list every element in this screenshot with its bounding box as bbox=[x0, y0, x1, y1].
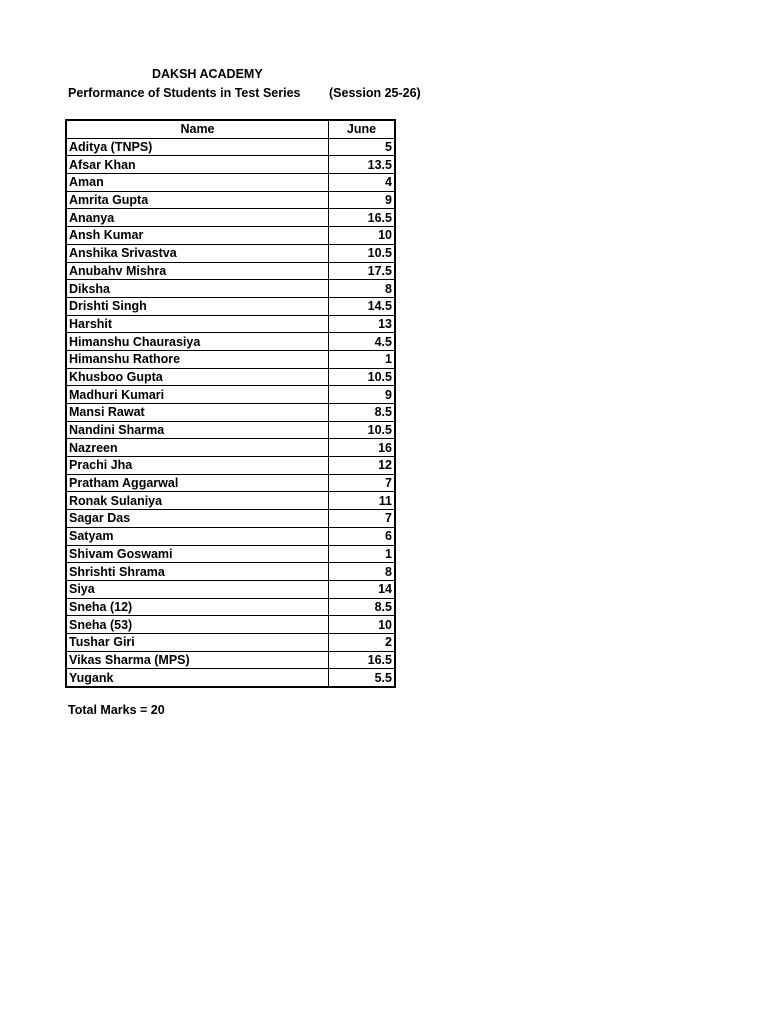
table-row bbox=[66, 209, 395, 227]
june-marks-cell: 17.5 bbox=[329, 262, 396, 280]
table-row bbox=[66, 174, 395, 192]
table-row bbox=[66, 280, 395, 298]
student-name-cell: Mansi Rawat bbox=[66, 404, 329, 422]
table-row bbox=[66, 386, 395, 404]
student-name-cell: Nandini Sharma bbox=[66, 421, 329, 439]
table-row bbox=[66, 315, 395, 333]
june-marks-cell: 12 bbox=[329, 457, 396, 475]
june-marks-cell: 16 bbox=[329, 439, 396, 457]
total-marks-note: Total Marks = 20 bbox=[68, 703, 165, 717]
student-name-cell: Anshika Srivastva bbox=[66, 244, 329, 262]
table-row bbox=[66, 457, 395, 475]
marks-table bbox=[65, 119, 396, 688]
june-marks-cell: 1 bbox=[329, 545, 396, 563]
student-name-cell: Anubahv Mishra bbox=[66, 262, 329, 280]
student-name-cell: Sneha (12) bbox=[66, 598, 329, 616]
student-name-cell: Pratham Aggarwal bbox=[66, 474, 329, 492]
table-row bbox=[66, 580, 395, 598]
june-marks-cell: 7 bbox=[329, 474, 396, 492]
table-row bbox=[66, 191, 395, 209]
june-marks-cell: 6 bbox=[329, 527, 396, 545]
student-name-cell: Vikas Sharma (MPS) bbox=[66, 651, 329, 669]
table-row bbox=[66, 350, 395, 368]
june-marks-cell: 14 bbox=[329, 580, 396, 598]
student-name-cell: Satyam bbox=[66, 527, 329, 545]
table-row bbox=[66, 244, 395, 262]
academy-title: DAKSH ACADEMY bbox=[152, 67, 263, 81]
student-name-cell: Sneha (53) bbox=[66, 616, 329, 634]
student-name-cell: Diksha bbox=[66, 280, 329, 298]
june-marks-cell: 16.5 bbox=[329, 209, 396, 227]
table-row bbox=[66, 651, 395, 669]
student-name-cell: Tushar Giri bbox=[66, 633, 329, 651]
student-name-cell: Siya bbox=[66, 580, 329, 598]
student-name-cell: Afsar Khan bbox=[66, 156, 329, 174]
june-marks-cell: 4.5 bbox=[329, 333, 396, 351]
table-row bbox=[66, 368, 395, 386]
table-row bbox=[66, 404, 395, 422]
student-name-cell: Yugank bbox=[66, 669, 329, 687]
student-name-cell: Madhuri Kumari bbox=[66, 386, 329, 404]
student-name-cell: Shivam Goswami bbox=[66, 545, 329, 563]
table-row bbox=[66, 598, 395, 616]
table-row bbox=[66, 616, 395, 634]
table-row bbox=[66, 421, 395, 439]
june-marks-cell: 1 bbox=[329, 350, 396, 368]
june-marks-cell: 8.5 bbox=[329, 598, 396, 616]
column-header-name: Name bbox=[66, 120, 329, 138]
student-name-cell: Aman bbox=[66, 174, 329, 192]
student-name-cell: Himanshu Chaurasiya bbox=[66, 333, 329, 351]
student-name-cell: Khusboo Gupta bbox=[66, 368, 329, 386]
table-row bbox=[66, 545, 395, 563]
table-row bbox=[66, 510, 395, 528]
june-marks-cell: 13 bbox=[329, 315, 396, 333]
june-marks-cell: 7 bbox=[329, 510, 396, 528]
student-name-cell: Aditya (TNPS) bbox=[66, 138, 329, 156]
table-row bbox=[66, 156, 395, 174]
table-header-row bbox=[66, 120, 395, 138]
june-marks-cell: 8.5 bbox=[329, 404, 396, 422]
table-row bbox=[66, 138, 395, 156]
table-row bbox=[66, 333, 395, 351]
june-marks-cell: 10.5 bbox=[329, 421, 396, 439]
table-row bbox=[66, 227, 395, 245]
june-marks-cell: 5.5 bbox=[329, 669, 396, 687]
june-marks-cell: 11 bbox=[329, 492, 396, 510]
june-marks-cell: 10 bbox=[329, 227, 396, 245]
student-name-cell: Prachi Jha bbox=[66, 457, 329, 475]
june-marks-cell: 9 bbox=[329, 191, 396, 209]
june-marks-cell: 8 bbox=[329, 280, 396, 298]
june-marks-cell: 10.5 bbox=[329, 244, 396, 262]
table-row bbox=[66, 439, 395, 457]
session-label: (Session 25-26) bbox=[329, 86, 421, 100]
june-marks-cell: 16.5 bbox=[329, 651, 396, 669]
table-row bbox=[66, 297, 395, 315]
table-row bbox=[66, 633, 395, 651]
table-row bbox=[66, 669, 395, 687]
june-marks-cell: 4 bbox=[329, 174, 396, 192]
june-marks-cell: 14.5 bbox=[329, 297, 396, 315]
student-name-cell: Ananya bbox=[66, 209, 329, 227]
student-name-cell: Drishti Singh bbox=[66, 297, 329, 315]
june-marks-cell: 5 bbox=[329, 138, 396, 156]
june-marks-cell: 8 bbox=[329, 563, 396, 581]
table-row bbox=[66, 527, 395, 545]
table-row bbox=[66, 474, 395, 492]
june-marks-cell: 10.5 bbox=[329, 368, 396, 386]
student-name-cell: Amrita Gupta bbox=[66, 191, 329, 209]
student-name-cell: Himanshu Rathore bbox=[66, 350, 329, 368]
june-marks-cell: 9 bbox=[329, 386, 396, 404]
student-name-cell: Ronak Sulaniya bbox=[66, 492, 329, 510]
table-row bbox=[66, 563, 395, 581]
student-name-cell: Nazreen bbox=[66, 439, 329, 457]
student-name-cell: Ansh Kumar bbox=[66, 227, 329, 245]
table-row bbox=[66, 262, 395, 280]
table-row bbox=[66, 492, 395, 510]
june-marks-cell: 13.5 bbox=[329, 156, 396, 174]
student-name-cell: Shrishti Shrama bbox=[66, 563, 329, 581]
marks-table-body bbox=[66, 138, 395, 687]
student-name-cell: Sagar Das bbox=[66, 510, 329, 528]
report-subtitle: Performance of Students in Test Series bbox=[68, 86, 301, 100]
june-marks-cell: 10 bbox=[329, 616, 396, 634]
column-header-june: June bbox=[329, 120, 396, 138]
june-marks-cell: 2 bbox=[329, 633, 396, 651]
student-name-cell: Harshit bbox=[66, 315, 329, 333]
